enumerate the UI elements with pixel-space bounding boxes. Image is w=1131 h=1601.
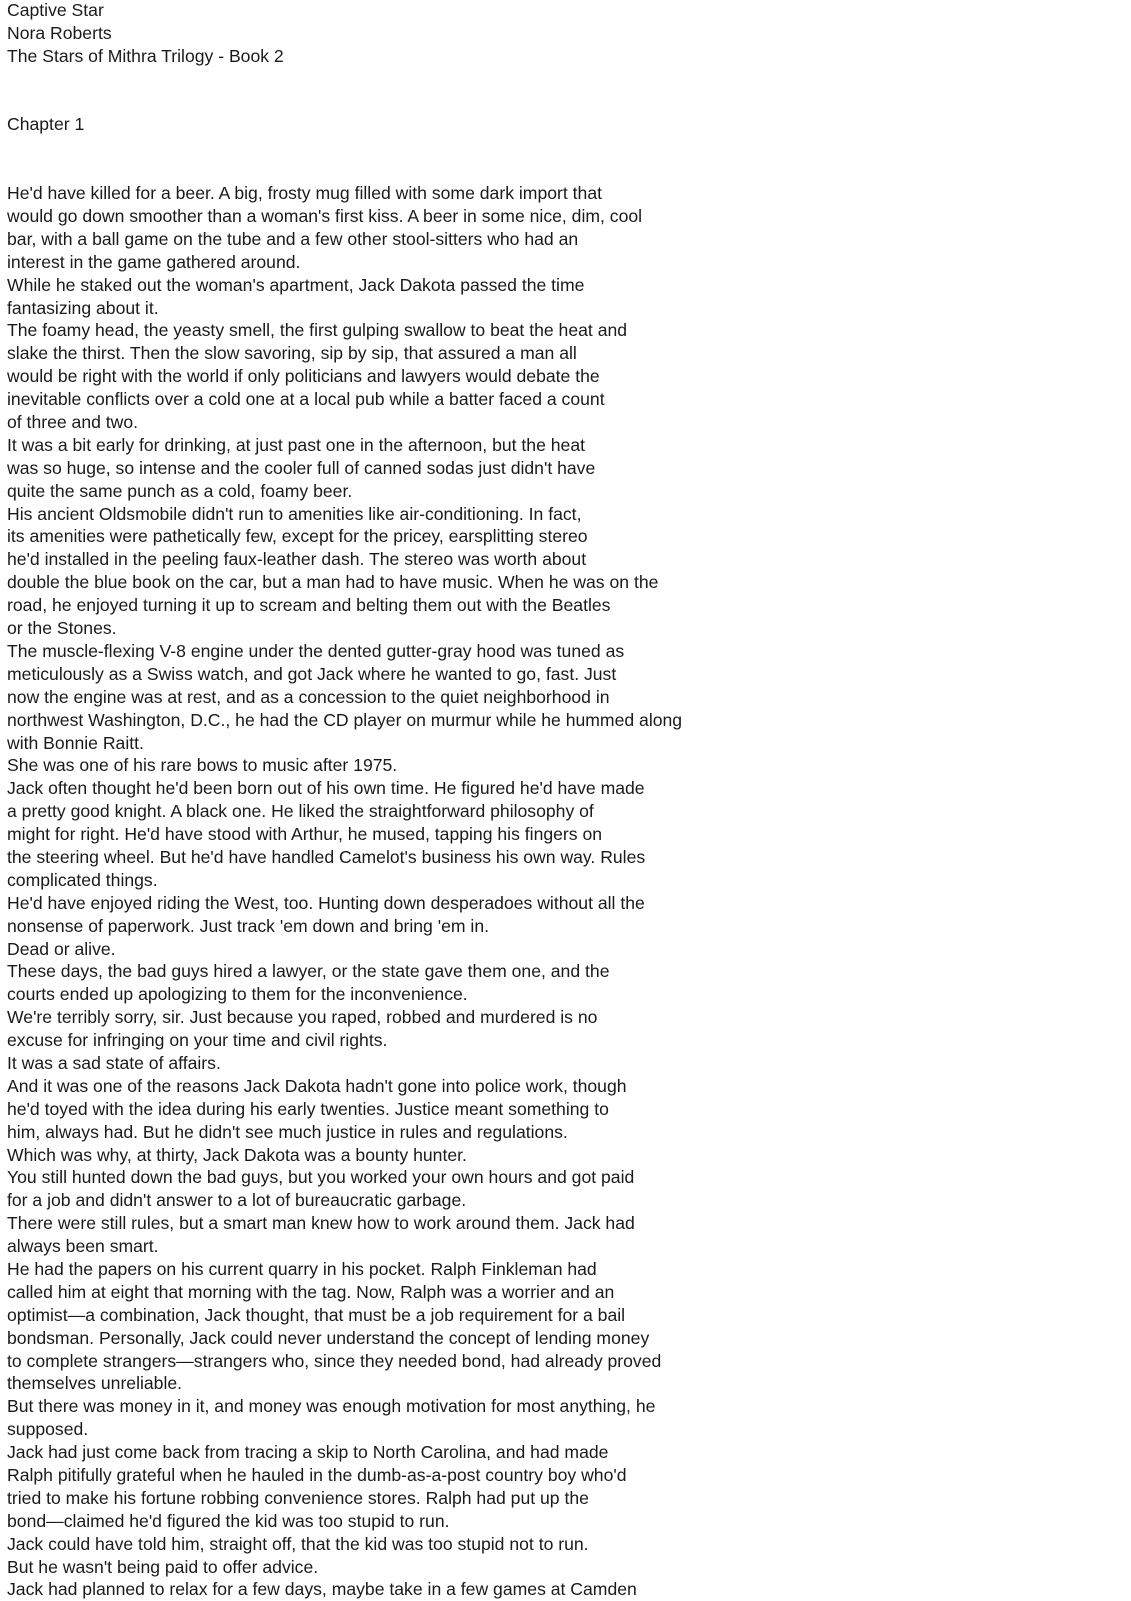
text-line: excuse for infringing on your time and civil rights. xyxy=(7,1030,388,1051)
document-page xyxy=(7,0,1117,1601)
text-line: interest in the game gathered around. xyxy=(7,251,301,272)
spacer xyxy=(7,68,1117,91)
text-line: themselves unreliable. xyxy=(7,1373,183,1394)
text-line: he'd installed in the peeling faux-leather dash. The stereo was worth about xyxy=(7,549,587,570)
text-line: now the engine was at rest, and as a concession to the quiet neighborhood in xyxy=(7,686,610,707)
book-title: Captive Star xyxy=(7,0,104,20)
text-line: would be right with the world if only politicians and lawyers would debate the xyxy=(7,366,600,387)
text-line: Jack had planned to relax for a few days, maybe take in a few games at Camden xyxy=(7,1579,637,1600)
text-line: with Bonnie Raitt. xyxy=(7,732,144,753)
text-line: complicated things. xyxy=(7,869,158,890)
text-line: was so huge, so intense and the cooler full of canned sodas just didn't have xyxy=(7,457,596,478)
text-line: for a job and didn't answer to a lot of bureaucratic garbage. xyxy=(7,1190,467,1211)
text-line: road, he enjoyed turning it up to scream and belting them out with the Beatles xyxy=(7,595,611,616)
text-line: nonsense of paperwork. Just track 'em down and bring 'em in. xyxy=(7,915,489,936)
text-line: There were still rules, but a smart man knew how to work around them. Jack had xyxy=(7,1213,635,1234)
text-line: might for right. He'd have stood with Arthur, he mused, tapping his fingers on xyxy=(7,824,603,845)
text-line: The foamy head, the yeasty smell, the first gulping swallow to beat the heat and xyxy=(7,320,628,341)
text-line: fantasizing about it. xyxy=(7,297,159,318)
text-line: him, always had. But he didn't see much justice in rules and regulations. xyxy=(7,1121,568,1142)
text-line: While he staked out the woman's apartment, Jack Dakota passed the time xyxy=(7,274,585,295)
spacer xyxy=(7,91,1117,114)
text-line: called him at eight that morning with the tag. Now, Ralph was a worrier and an xyxy=(7,1281,615,1302)
text-line: slake the thirst. Then the slow savoring, sip by sip, that assured a man all xyxy=(7,343,577,364)
text-line: He'd have killed for a beer. A big, frosty mug filled with some dark import that xyxy=(7,183,602,204)
text-line: always been smart. xyxy=(7,1236,159,1257)
text-line: double the blue book on the car, but a man had to have music. When he was on the xyxy=(7,572,659,593)
text-line: he'd toyed with the idea during his early twenties. Justice meant something to xyxy=(7,1098,609,1119)
text-line: Ralph pitifully grateful when he hauled in the dumb-as-a-post country boy who'd xyxy=(7,1465,627,1485)
text-line: These days, the bad guys hired a lawyer, or the state gave them one, and the xyxy=(7,961,610,982)
text-line: She was one of his rare bows to music after 1975. xyxy=(7,755,398,776)
text-line: inevitable conflicts over a cold one at a local pub while a batter faced a count xyxy=(7,389,605,410)
text-line: You still hunted down the bad guys, but you worked your own hours and got paid xyxy=(7,1167,635,1188)
chapter-heading: Chapter 1 xyxy=(7,114,85,135)
author-name: Nora Roberts xyxy=(7,22,112,43)
text-line: a pretty good knight. A black one. He liked the straightforward philosophy of xyxy=(7,801,594,822)
text-line: or the Stones. xyxy=(7,618,117,639)
body-text xyxy=(7,182,1117,1601)
text-line: The muscle-flexing V-8 engine under the dented gutter-gray hood was tuned as xyxy=(7,640,625,661)
text-line: And it was one of the reasons Jack Dakota hadn't gone into police work, though xyxy=(7,1075,627,1096)
text-line: bar, with a ball game on the tube and a few other stool-sitters who had an xyxy=(7,228,579,249)
text-line: Which was why, at thirty, Jack Dakota was a bounty hunter. xyxy=(7,1144,467,1165)
text-line: of three and two. xyxy=(7,412,139,433)
spacer xyxy=(7,159,1117,182)
text-line: Jack had just come back from tracing a skip to North Carolina, and had made xyxy=(7,1442,609,1463)
text-line: the steering wheel. But he'd have handled Camelot's business his own way. Rules xyxy=(7,846,646,867)
text-line: tried to make his fortune robbing convenience stores. Ralph had put up the xyxy=(7,1487,589,1508)
text-line: We're terribly sorry, sir. Just because you raped, robbed and murdered is no xyxy=(7,1007,598,1028)
text-line: His ancient Oldsmobile didn't run to amenities like air-conditioning. In fact, xyxy=(7,503,582,524)
text-line: its amenities were pathetically few, except for the pricey, earsplitting stereo xyxy=(7,526,588,547)
text-line: bondsman. Personally, Jack could never understand the concept of lending money xyxy=(7,1327,650,1348)
text-line: optimist—a combination, Jack thought, that must be a job requirement for a bail xyxy=(7,1304,626,1325)
text-line: But he wasn't being paid to offer advice. xyxy=(7,1556,319,1577)
series-title: The Stars of Mithra Trilogy - Book 2 xyxy=(7,45,284,66)
text-line: northwest Washington, D.C., he had the CD player on murmur while he hummed along xyxy=(7,709,683,730)
text-line: It was a sad state of affairs. xyxy=(7,1052,221,1073)
text-line: would go down smoother than a woman's first kiss. A beer in some nice, dim, cool xyxy=(7,206,643,227)
text-line: Dead or alive. xyxy=(7,938,116,959)
text-line: He had the papers on his current quarry in his pocket. Ralph Finkleman had xyxy=(7,1258,597,1279)
text-line: Jack could have told him, straight off, that the kid was too stupid not to run. xyxy=(7,1533,589,1554)
text-line: courts ended up apologizing to them for the inconvenience. xyxy=(7,984,468,1005)
text-line: to complete strangers—strangers who, since they needed bond, had already proved xyxy=(7,1350,662,1371)
text-line: bond—claimed he'd figured the kid was too stupid to run. xyxy=(7,1510,450,1531)
text-line: But there was money in it, and money was enough motivation for most anything, he xyxy=(7,1396,656,1417)
text-line: He'd have enjoyed riding the West, too. Hunting down desperadoes without all the xyxy=(7,892,645,913)
text-line: quite the same punch as a cold, foamy beer. xyxy=(7,480,353,501)
text-line: meticulously as a Swiss watch, and got Jack where he wanted to go, fast. Just xyxy=(7,663,617,684)
text-line: It was a bit early for drinking, at just past one in the afternoon, but the heat xyxy=(7,434,586,455)
text-line: supposed. xyxy=(7,1419,89,1440)
text-line: Jack often thought he'd been born out of his own time. He figured he'd have made xyxy=(7,778,645,799)
spacer xyxy=(7,136,1117,159)
